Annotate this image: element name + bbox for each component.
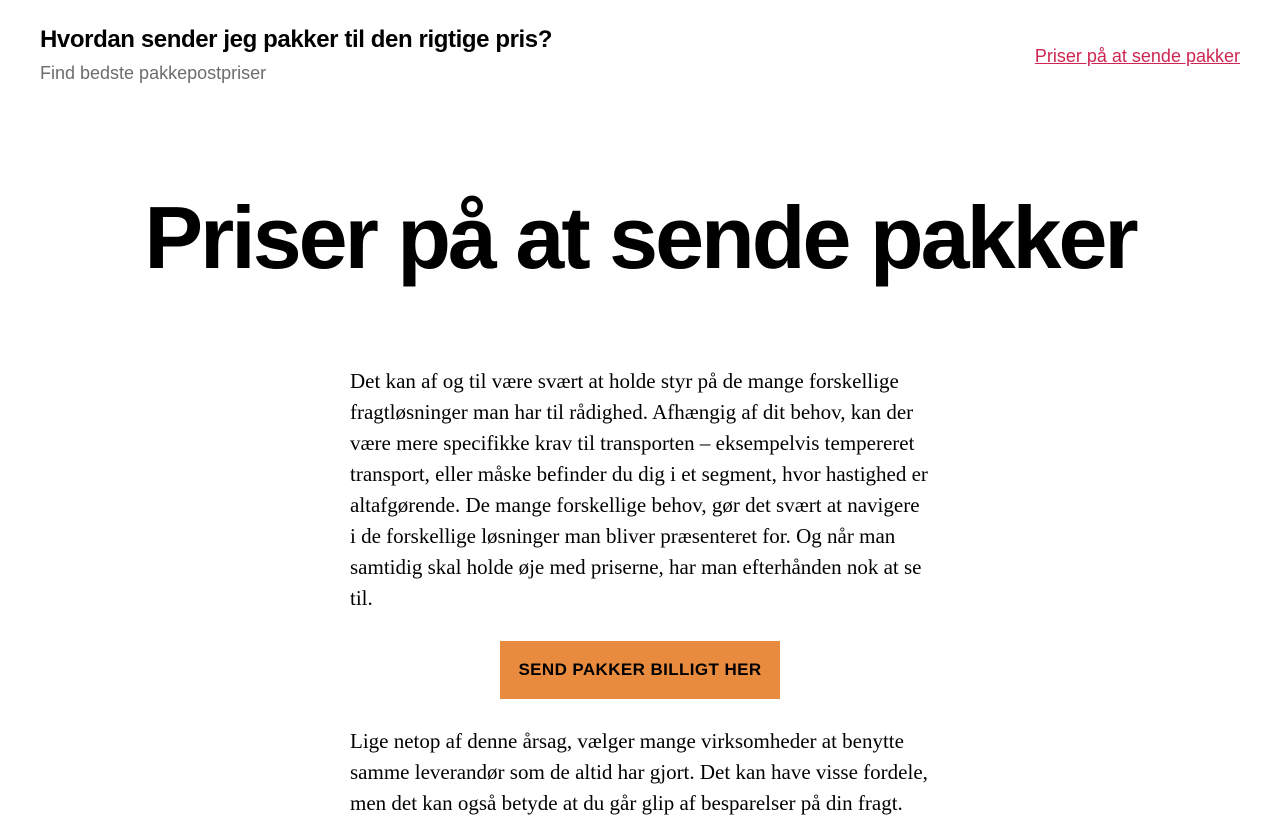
menu-link-priser[interactable]: Priser på at sende pakker <box>1034 46 1240 66</box>
primary-menu <box>1035 44 1240 68</box>
site-header <box>0 0 1280 120</box>
page-title: Priser på at sende pakker <box>144 188 1136 287</box>
send-packages-button[interactable]: SEND PAKKER BILLIGT HER <box>500 641 780 699</box>
site-tagline: Find bedste pakkepostpriser <box>40 63 267 83</box>
second-paragraph: Lige netop af denne årsag, vælger mange virksomheder at benytte samme leverandør som de altid har gjort. Det kan have visse fordele, men det kan også betyde at du går glip af besparelser på din fragt. <box>350 729 928 815</box>
intro-paragraph: Det kan af og til være svært at holde styr på de mange forskellige fragtløsninger man har til rådighed. Afhængig af dit behov, kan der være mere specifikke krav til transporten – eksempelvis tempereret transport, eller måske befinder du dig i et segment, hvor hastighed er altafgørende. De mange forskellige behov, gør det svært at navigere i de forskellige løsninger man bliver præsenteret for. Og når man samtidig skal holde øje med priserne, har man efterhånden nok at se til. <box>350 369 928 610</box>
menu-item <box>1035 44 1240 68</box>
entry-content <box>350 366 930 819</box>
site-title[interactable]: Hvordan sender jeg pakker til den rigtige pris? <box>40 26 553 53</box>
cta-wrapper <box>350 641 930 699</box>
